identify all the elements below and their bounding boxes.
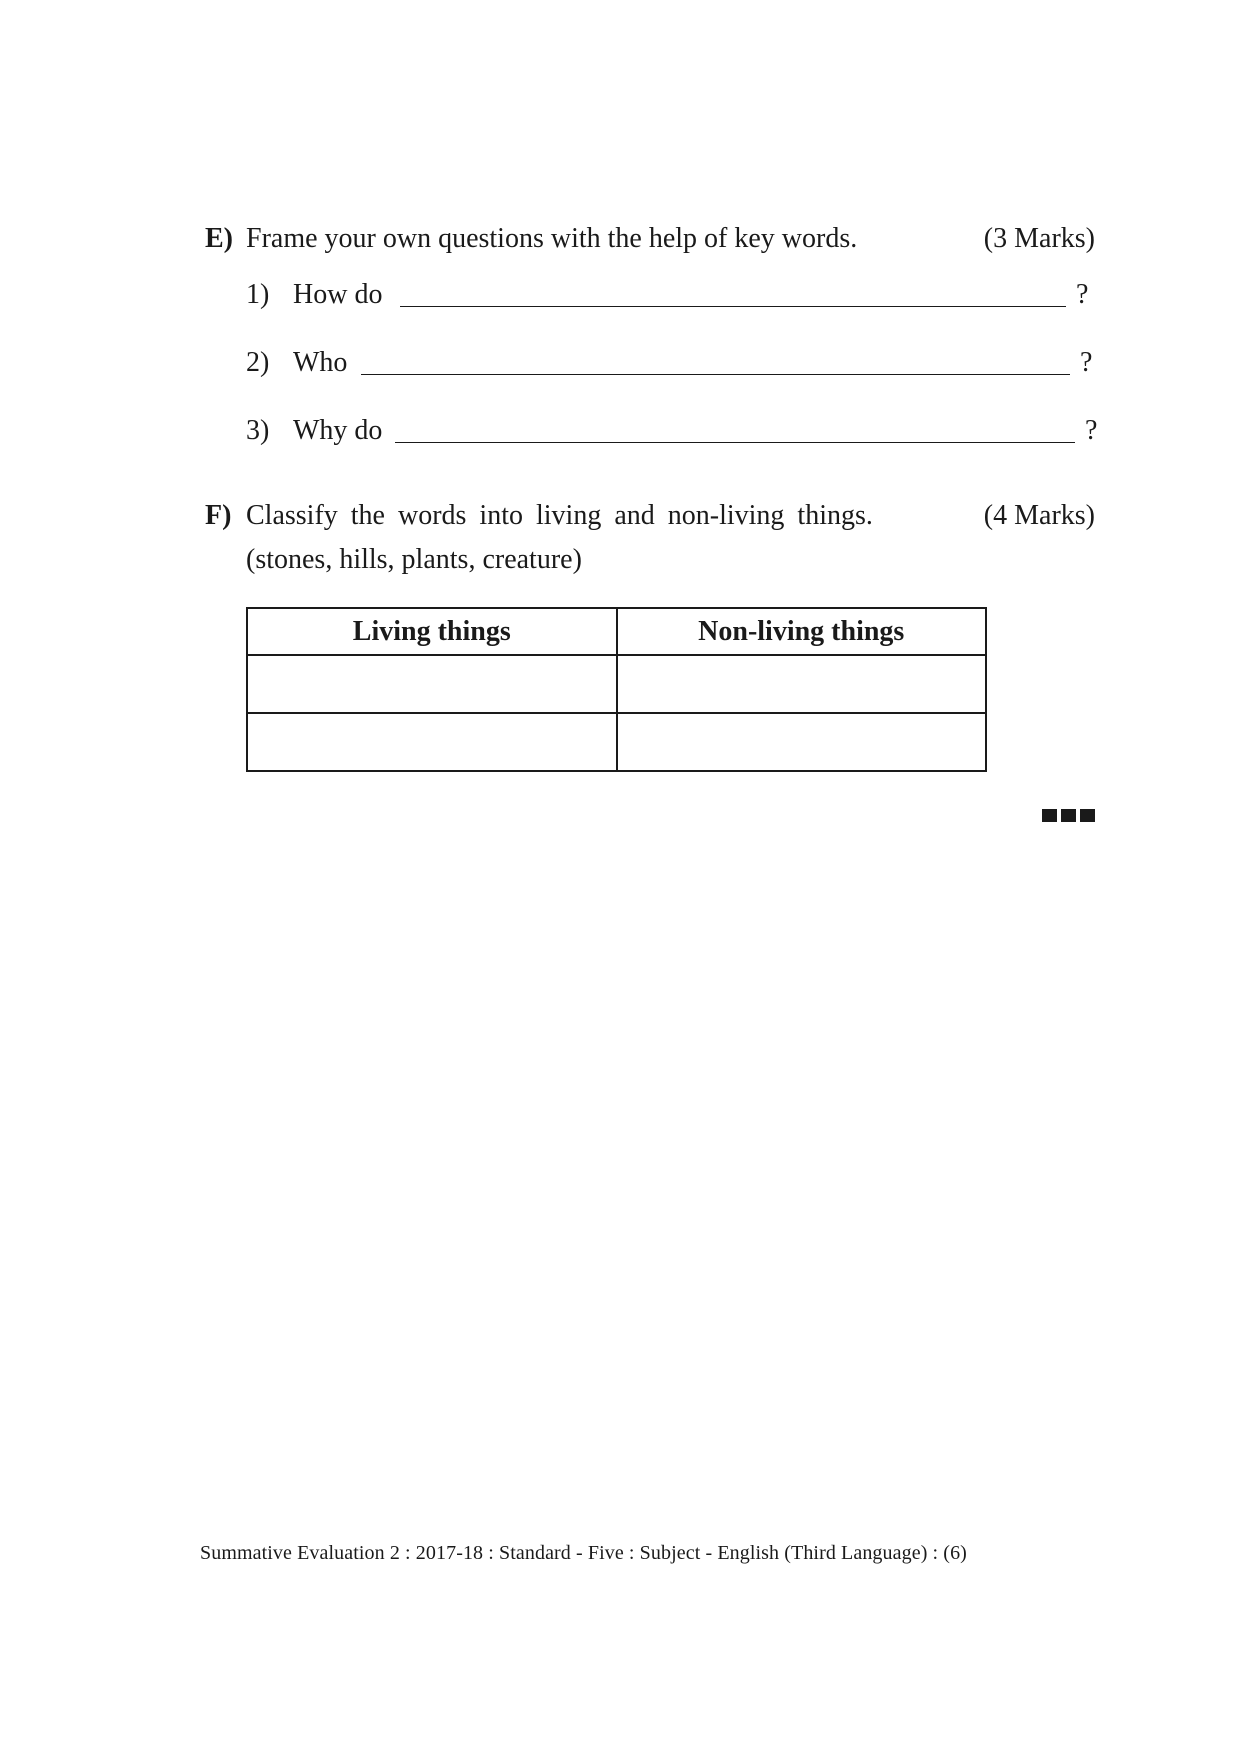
table-cell[interactable] [617, 655, 987, 713]
section-f-instruction: Classify the words into living and non-living things. [246, 500, 873, 531]
header-living-things: Living things [247, 608, 617, 655]
question-number: 3) [246, 415, 270, 446]
section-e-letter: E) [205, 223, 233, 254]
table-row [247, 655, 986, 713]
question-lead: Who [293, 347, 348, 378]
question-mark: ? [1080, 347, 1093, 378]
question-number: 2) [246, 347, 270, 378]
question-lead: Why do [293, 415, 383, 446]
section-f-marks: (4 Marks) [983, 500, 1095, 531]
end-section-marker-icon [1042, 809, 1095, 822]
word-list: (stones, hills, plants, creature) [246, 544, 582, 575]
section-f-letter: F) [205, 500, 232, 531]
square-icon [1061, 809, 1076, 822]
table-cell[interactable] [247, 713, 617, 771]
question-mark: ? [1085, 415, 1098, 446]
answer-line-3[interactable] [395, 442, 1075, 443]
table-cell[interactable] [247, 655, 617, 713]
header-non-living-things: Non-living things [617, 608, 987, 655]
square-icon [1080, 809, 1095, 822]
answer-line-1[interactable] [400, 306, 1066, 307]
square-icon [1042, 809, 1057, 822]
page-footer: Summative Evaluation 2 : 2017-18 : Standard - Five : Subject - English (Third Language) : (6) [200, 1542, 967, 1564]
classification-table [246, 607, 987, 772]
section-e-instruction: Frame your own questions with the help of key words. [246, 223, 858, 254]
question-number: 1) [246, 279, 270, 310]
table-header-row [247, 608, 986, 655]
table-cell[interactable] [617, 713, 987, 771]
question-mark: ? [1076, 279, 1089, 310]
table-row [247, 713, 986, 771]
question-lead: How do [293, 279, 383, 310]
answer-line-2[interactable] [361, 374, 1070, 375]
section-e-marks: (3 Marks) [983, 223, 1095, 254]
